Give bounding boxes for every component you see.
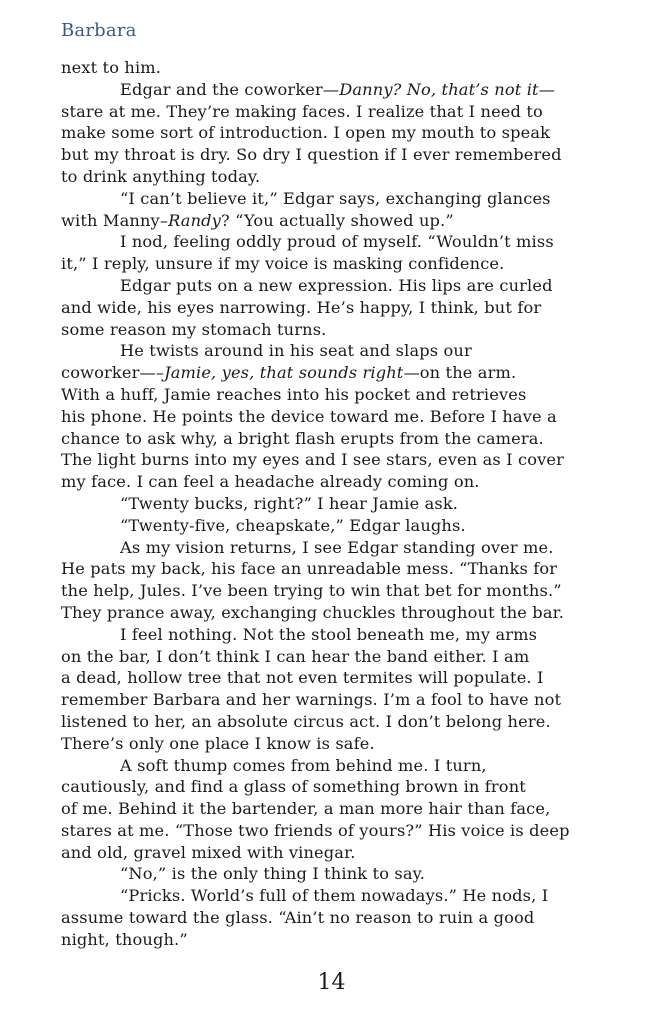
text-run: “I can’t believe it,” Edgar says, exchanging glances xyxy=(120,188,551,208)
text-run: and wide, his eyes narrowing. He’s happy, I think, but for xyxy=(61,297,542,317)
text-run: stare at me. They’re making faces. I realize that I need to xyxy=(61,101,543,121)
text-run: remember Barbara and her warnings. I’m a fool to have not xyxy=(61,690,562,710)
text-run: make some sort of introduction. I open my mouth to speak xyxy=(61,123,551,143)
italic-text: Jamie, yes, that sounds right xyxy=(164,363,404,383)
italic-text: Danny? No, that’s not it xyxy=(339,79,539,99)
text-line xyxy=(61,166,606,188)
text-line xyxy=(61,275,606,297)
running-header: Barbara xyxy=(61,20,137,41)
text-line xyxy=(61,79,606,101)
text-line xyxy=(61,122,606,144)
text-run: Edgar and the coworker— xyxy=(120,79,340,99)
body-text xyxy=(61,57,606,951)
text-line xyxy=(61,231,606,253)
text-line xyxy=(61,57,606,79)
text-run: assume toward the glass. “Ain’t no reason to ruin a good xyxy=(61,908,535,928)
text-line xyxy=(61,406,606,428)
text-run: “Twenty-five, cheapskate,” Edgar laughs. xyxy=(120,515,466,535)
text-line xyxy=(61,515,606,537)
text-line xyxy=(61,101,606,123)
text-line xyxy=(61,384,606,406)
text-run: “No,” is the only thing I think to say. xyxy=(120,864,426,884)
text-run: some reason my stomach turns. xyxy=(61,319,327,339)
text-run: listened to her, an absolute circus act. I don’t belong here. xyxy=(61,711,551,731)
text-line xyxy=(61,776,606,798)
text-run: I nod, feeling oddly proud of myself. “Wouldn’t miss xyxy=(120,232,554,252)
text-line xyxy=(61,646,606,668)
text-line xyxy=(61,297,606,319)
text-line xyxy=(61,885,606,907)
text-line xyxy=(61,558,606,580)
text-run: my face. I can feel a headache already coming on. xyxy=(61,472,480,492)
text-line xyxy=(61,624,606,646)
text-run: He twists around in his seat and slaps our xyxy=(120,341,472,361)
text-run: — xyxy=(538,79,556,99)
text-line xyxy=(61,144,606,166)
text-run: night, though.” xyxy=(61,929,188,949)
text-run: With a huff, Jamie reaches into his pocket and retrieves xyxy=(61,384,527,404)
text-run: I feel nothing. Not the stool beneath me, my arms xyxy=(120,624,538,644)
text-run: The light burns into my eyes and I see stars, even as I cover xyxy=(61,450,565,470)
text-run: chance to ask why, a bright flash erupts from the camera. xyxy=(61,428,544,448)
text-run: —on the arm. xyxy=(403,363,517,383)
text-line xyxy=(61,733,606,755)
text-run: There’s only one place I know is safe. xyxy=(61,733,375,753)
text-run: As my vision returns, I see Edgar standing over me. xyxy=(120,537,554,557)
text-run: stares at me. “Those two friends of yours?” His voice is deep xyxy=(61,820,570,840)
text-run: with Manny– xyxy=(61,210,169,230)
text-run: of me. Behind it the bartender, a man more hair than face, xyxy=(61,799,551,819)
text-run: next to him. xyxy=(61,58,162,77)
text-run: on the bar, I don’t think I can hear the band either. I am xyxy=(61,646,530,666)
text-run: but my throat is dry. So dry I question if I ever remembered xyxy=(61,145,562,165)
text-line xyxy=(61,820,606,842)
text-run: They prance away, exchanging chuckles throughout the bar. xyxy=(61,602,565,622)
text-line xyxy=(61,755,606,777)
text-run: coworker—– xyxy=(61,363,165,383)
text-run: A soft thump comes from behind me. I turn, xyxy=(120,755,487,775)
text-run: it,” I reply, unsure if my voice is masking confidence. xyxy=(61,254,505,274)
text-run: to drink anything today. xyxy=(61,166,261,186)
text-line xyxy=(61,449,606,471)
text-line xyxy=(61,188,606,210)
text-line xyxy=(61,537,606,559)
text-run: He pats my back, his face an unreadable mess. “Thanks for xyxy=(61,559,558,579)
text-run: and old, gravel mixed with vinegar. xyxy=(61,842,356,862)
text-line xyxy=(61,863,606,885)
text-line xyxy=(61,340,606,362)
text-line xyxy=(61,907,606,929)
page-number: 14 xyxy=(317,970,346,995)
text-line xyxy=(61,842,606,864)
italic-text: Randy xyxy=(168,210,221,230)
text-run: Edgar puts on a new expression. His lips are curled xyxy=(120,275,553,295)
text-line xyxy=(61,689,606,711)
text-line xyxy=(61,711,606,733)
text-line xyxy=(61,602,606,624)
text-line xyxy=(61,798,606,820)
text-line xyxy=(61,319,606,341)
text-run: “Pricks. World’s full of them nowadays.” He nods, I xyxy=(120,886,549,906)
text-line xyxy=(61,471,606,493)
text-run: cautiously, and find a glass of something brown in front xyxy=(61,777,526,797)
text-line xyxy=(61,253,606,275)
text-run: a dead, hollow tree that not even termites will populate. I xyxy=(61,668,544,688)
text-line xyxy=(61,210,606,232)
text-run: ? “You actually showed up.” xyxy=(220,210,454,230)
text-line xyxy=(61,929,606,951)
text-line xyxy=(61,493,606,515)
text-run: “Twenty bucks, right?” I hear Jamie ask. xyxy=(120,493,459,513)
text-run: his phone. He points the device toward me. Before I have a xyxy=(61,406,557,426)
text-line xyxy=(61,667,606,689)
text-line xyxy=(61,428,606,450)
text-line xyxy=(61,580,606,602)
text-line xyxy=(61,362,606,384)
text-run: the help, Jules. I’ve been trying to win that bet for months.” xyxy=(61,581,562,601)
